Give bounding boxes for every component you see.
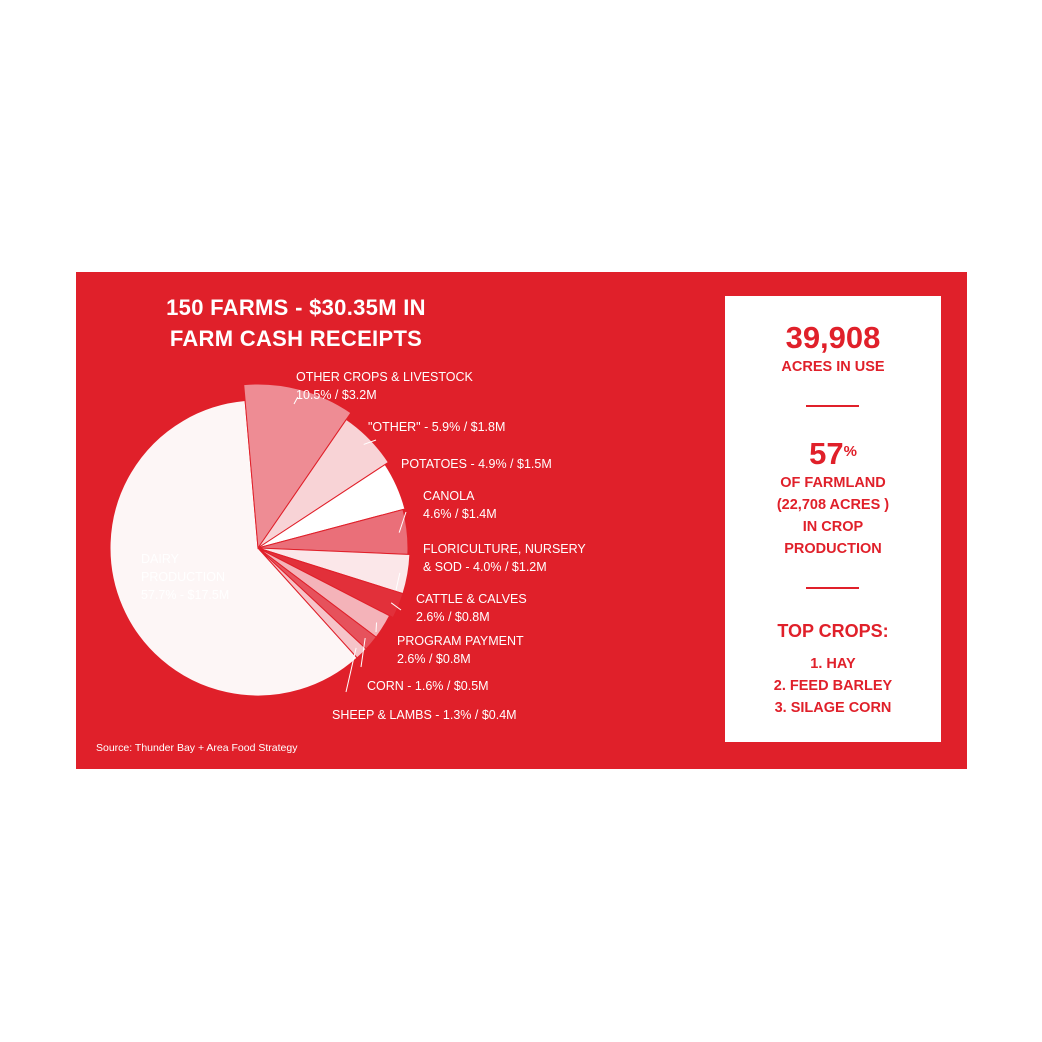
farmland-unit: %: [843, 443, 857, 460]
top-crop-item: 3. SILAGE CORN: [774, 700, 892, 716]
slice-label: [368, 418, 505, 436]
chart-title-line-1: 150 FARMS - $30.35M IN: [166, 295, 426, 320]
slice-label-line: PRODUCTION: [141, 570, 226, 584]
farmland-line-3: IN CROP: [802, 519, 864, 535]
slice-label: [397, 632, 524, 668]
slice-label-line: CORN - 1.6% / $0.5M: [367, 679, 489, 693]
slice-label-line: 2.6% / $0.8M: [416, 610, 490, 624]
acres-label: ACRES IN USE: [781, 359, 885, 375]
slice-label-line: POTATOES - 4.9% / $1.5M: [401, 457, 552, 471]
infographic-panel: [76, 272, 967, 769]
slice-label-line: DAIRY: [141, 552, 179, 566]
source-note: Source: Thunder Bay + Area Food Strategy: [96, 742, 298, 754]
slice-label: [416, 590, 527, 626]
slice-label: [296, 368, 473, 404]
slice-label-line: SHEEP & LAMBS - 1.3% / $0.4M: [332, 708, 517, 722]
slice-label: [141, 550, 229, 604]
farmland-percent: [725, 438, 941, 470]
stats-card: [725, 296, 941, 742]
slice-label: [423, 540, 586, 576]
top-crops-heading: TOP CROPS:: [777, 621, 889, 641]
slice-label-line: CATTLE & CALVES: [416, 592, 527, 606]
farmland-line-4: PRODUCTION: [784, 541, 882, 557]
top-crop-item: 2. FEED BARLEY: [773, 678, 893, 694]
slice-label-line: OTHER CROPS & LIVESTOCK: [296, 370, 473, 384]
slice-label-line: 57.7% - $17.5M: [141, 588, 230, 602]
divider: [806, 405, 859, 407]
slice-label-line: CANOLA: [423, 489, 475, 503]
slice-label: [401, 455, 552, 473]
slice-label-line: & SOD - 4.0% / $1.2M: [423, 560, 547, 574]
farmland-line-2: (22,708 ACRES ): [776, 497, 890, 513]
slice-label-line: 4.6% / $1.4M: [423, 507, 497, 521]
acres-value: 39,908: [785, 320, 881, 355]
slice-label: [423, 487, 497, 523]
leader-line: [376, 622, 377, 632]
top-crop-item: 1. HAY: [810, 656, 856, 672]
chart-title-line-2: FARM CASH RECEIPTS: [169, 326, 423, 351]
slice-label: [367, 677, 489, 695]
slice-label-line: FLORICULTURE, NURSERY: [423, 542, 586, 556]
farmland-value: 57: [809, 436, 844, 471]
slice-label-line: 2.6% / $0.8M: [397, 652, 471, 666]
slice-label-line: "OTHER" - 5.9% / $1.8M: [368, 420, 506, 434]
farmland-line-1: OF FARMLAND: [780, 475, 886, 491]
slice-label-line: 10.5% / $3.2M: [296, 388, 377, 402]
slice-label-line: PROGRAM PAYMENT: [397, 634, 524, 648]
divider: [806, 587, 859, 589]
slice-label: [332, 706, 517, 724]
